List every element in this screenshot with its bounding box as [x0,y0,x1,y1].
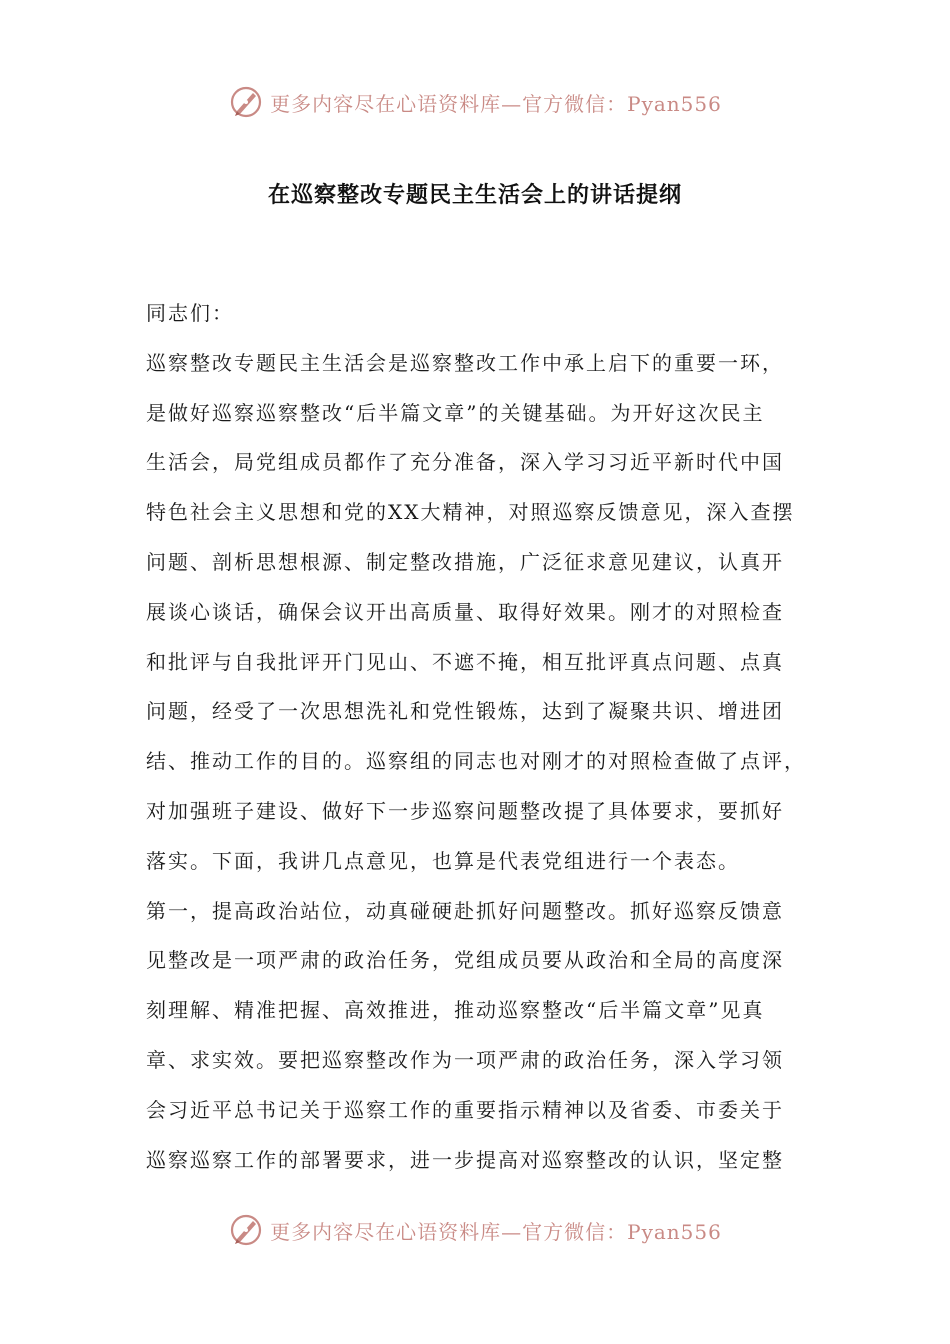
text-line: 刻理解、精准把握、高效推进，推动巡察整改“后半篇文章”见真 [146,998,765,1023]
text-line: 落实。下面，我讲几点意见，也算是代表党组进行一个表态。 [146,848,740,873]
text-line: 和批评与自我批评开门见山、不遮不掩，相互批评真点问题、点真 [146,649,784,674]
text-line: 第一，提高政治站位，动真碰硬赴抓好问题整改。抓好巡察反馈意 [146,898,784,923]
text-line: 展谈心谈话，确保会议开出高质量、取得好效果。刚才的对照检查 [146,599,784,624]
text-line: 生活会，局党组成员都作了充分准备，深入学习习近平新时代中国 [146,450,784,475]
text-line: 巡察巡察工作的部署要求，进一步提高对巡察整改的认识，坚定整 [146,1147,784,1172]
text-line: 是做好巡察巡察整改“后半篇文章”的关键基础。为开好这次民主 [146,400,765,425]
text-line: 问题、剖析思想根源、制定整改措施，广泛征求意见建议，认真开 [146,549,784,574]
banner-text: 更多内容尽在心语资料库—官方微信：Pyan556 [270,1219,722,1244]
text-line: 巡察整改专题民主生活会是巡察整改工作中承上启下的重要一环， [146,350,784,375]
pen-circle-logo-icon [228,1212,264,1248]
header-banner [0,80,950,124]
text-line: 对加强班子建设、做好下一步巡察问题整改提了具体要求，要抓好 [146,798,784,823]
footer-banner [0,1208,950,1252]
text-line: 问题，经受了一次思想洗礼和党性锻炼，达到了凝聚共识、增进团 [146,699,784,724]
document-body [146,289,826,1185]
banner-text: 更多内容尽在心语资料库—官方微信：Pyan556 [270,91,722,116]
text-line: 同志们： [146,301,234,325]
text-line: 章、求实效。要把巡察整改作为一项严肃的政治任务，深入学习领 [146,1047,784,1072]
text-line: 会习近平总书记关于巡察工作的重要指示精神以及省委、市委关于 [146,1097,784,1122]
text-line: 结、推动工作的目的。巡察组的同志也对刚才的对照检查做了点评， [146,749,806,774]
text-line: 特色社会主义思想和党的XX大精神，对照巡察反馈意见，深入查摆 [146,500,795,525]
pen-circle-logo-icon [228,84,264,120]
text-line: 见整改是一项严肃的政治任务，党组成员要从政治和全局的高度深 [146,948,784,973]
document-title: 在巡察整改专题民主生活会上的讲话提纲 [267,183,682,208]
